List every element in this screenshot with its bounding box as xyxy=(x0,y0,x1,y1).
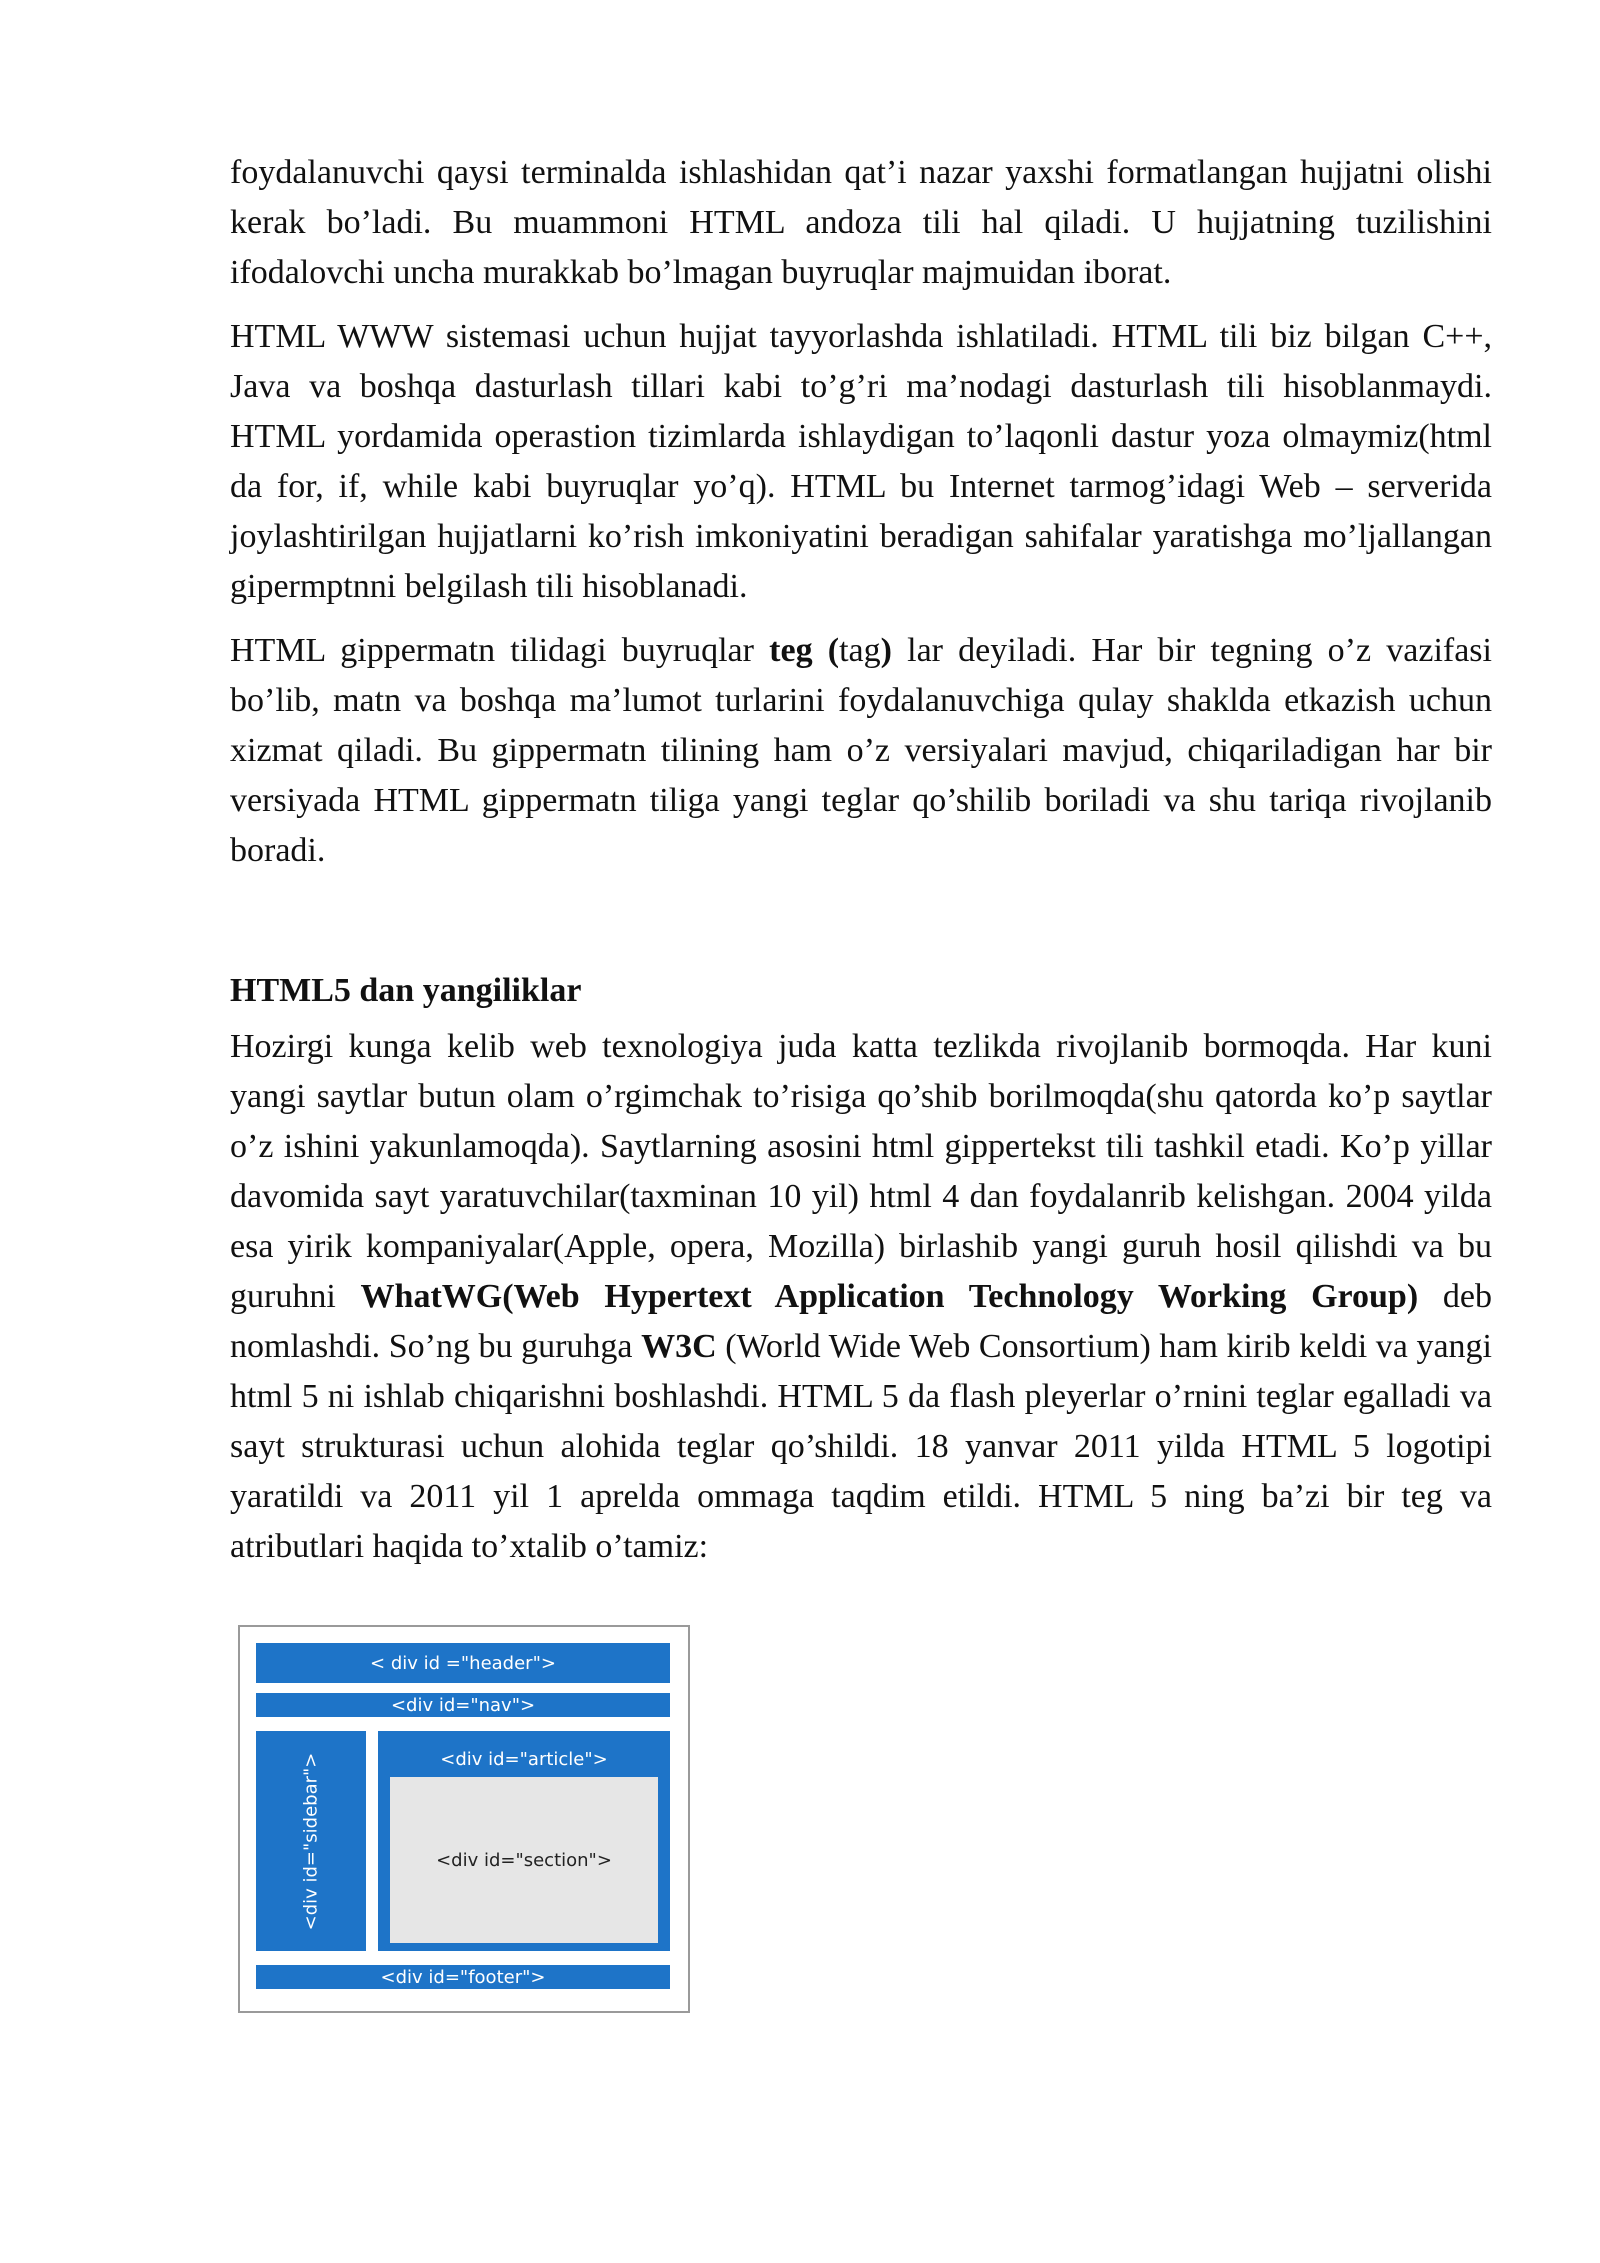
p4-w3c-bold: W3C xyxy=(641,1328,717,1365)
paragraph-tags xyxy=(230,626,1492,876)
document-body xyxy=(230,148,1492,1572)
diagram-nav-block: <div id="nav"> xyxy=(256,1693,670,1717)
diagram-sidebar-block xyxy=(256,1731,366,1951)
diagram-footer-block: <div id="footer"> xyxy=(256,1965,670,1989)
diagram-section-block: <div id="section"> xyxy=(390,1777,658,1943)
p4-text-a: Hozirgi kunga kelib web texnologiya juda katta tezlikda rivojlanib bormoqda. Har kuni yangi saytlar butun olam o’rgimchak to’risiga qo’shib borilmoqda(shu qatorda ko’p saytlar o’z ishini yakunlamoqda). Saytlarning asosini html gippertekst tili tashkil etadi. Ko’p yillar davomida sayt yaratuvchilar(taxminan 10 yil) html 4 dan foydalanrib kelishgan. 2004 yilda esa yirik kompaniyalar(Apple, opera, Mozilla) birlashib yangi guruh hosil qilishdi va bu guruhni xyxy=(230,1028,1492,1315)
p4-text-b: deb nomlashdi. So’ng bu guruhga xyxy=(230,1278,1492,1365)
p3-teg-bold: teg ( xyxy=(769,632,840,669)
p3-text-a: HTML gippermatn tilidagi buyruqlar xyxy=(230,632,770,669)
diagram-header-block: < div id ="header"> xyxy=(256,1643,670,1683)
p3-tag: tag xyxy=(839,632,881,669)
html5-layout-diagram xyxy=(238,1625,690,2013)
p3-close-bold: ) xyxy=(880,632,892,669)
p4-text-c: (World Wide Web Consortium) ham kirib keldi va yangi html 5 ni ishlab chiqarishni boshlashdi. HTML 5 da flash pleyerlar o’rnini teglar egalladi va sayt strukturasi uchun alohida teglar qo’shildi. 18 yanvar 2011 yilda HTML 5 logotipi yaratildi va 2011 yil 1 aprelda ommaga taqdim etildi. HTML 5 ning ba’zi bir teg va atributlari haqida to’xtalib o’tamiz: xyxy=(230,1328,1492,1565)
paragraph-intro: foydalanuvchi qaysi terminalda ishlashidan qat’i nazar yaxshi formatlangan hujjatni olishi kerak bo’ladi. Bu muammoni HTML andoza tili hal qiladi. U hujjatning tuzilishini ifodalovchi uncha murakkab bo’lmagan buyruqlar majmuidan iborat. xyxy=(230,154,1492,291)
paragraph-html5-news xyxy=(230,1022,1492,1572)
paragraph-html-www: HTML WWW sistemasi uchun hujjat tayyorlashda ishlatiladi. HTML tili biz bilgan C++, Java va boshqa dasturlash tillari kabi to’g’ri ma’nodagi dasturlash tili hisoblanmaydi. HTML yordamida operastion tizimlarda ishlaydigan to’laqonli dastur yoza olmaymiz(html da for, if, while kabi buyruqlar yo’q). HTML bu Internet tarmog’idagi Web – serverida joylashtirilgan hujjatlarni ko’rish imkoniyatini beradigan sahifalar yaratishga mo’ljallangan gipermptnni belgilash tili hisoblanadi. xyxy=(230,318,1492,605)
diagram-sidebar-label: <div id="sidebar"> xyxy=(300,1752,322,1930)
p3-text-b: lar deyiladi. Har bir tegning o’z vazifasi bo’lib, matn va boshqa ma’lumot turlarini foydalanuvchiga qulay shaklda etkazish uchun xizmat qiladi. Bu gippermatn tilining ham o’z versiyalari mavjud, chiqariladigan har bir versiyada HTML gippermatn tiliga yangi teglar qo’shilib boriladi va shu tariqa rivojlanib boradi. xyxy=(230,632,1492,869)
section-heading: HTML5 dan yangiliklar xyxy=(230,972,582,1009)
p4-whatwg-bold: WhatWG(Web Hypertext Application Technology Working Group) xyxy=(360,1278,1419,1315)
diagram-article-block: <div id="article"> xyxy=(378,1731,670,1951)
